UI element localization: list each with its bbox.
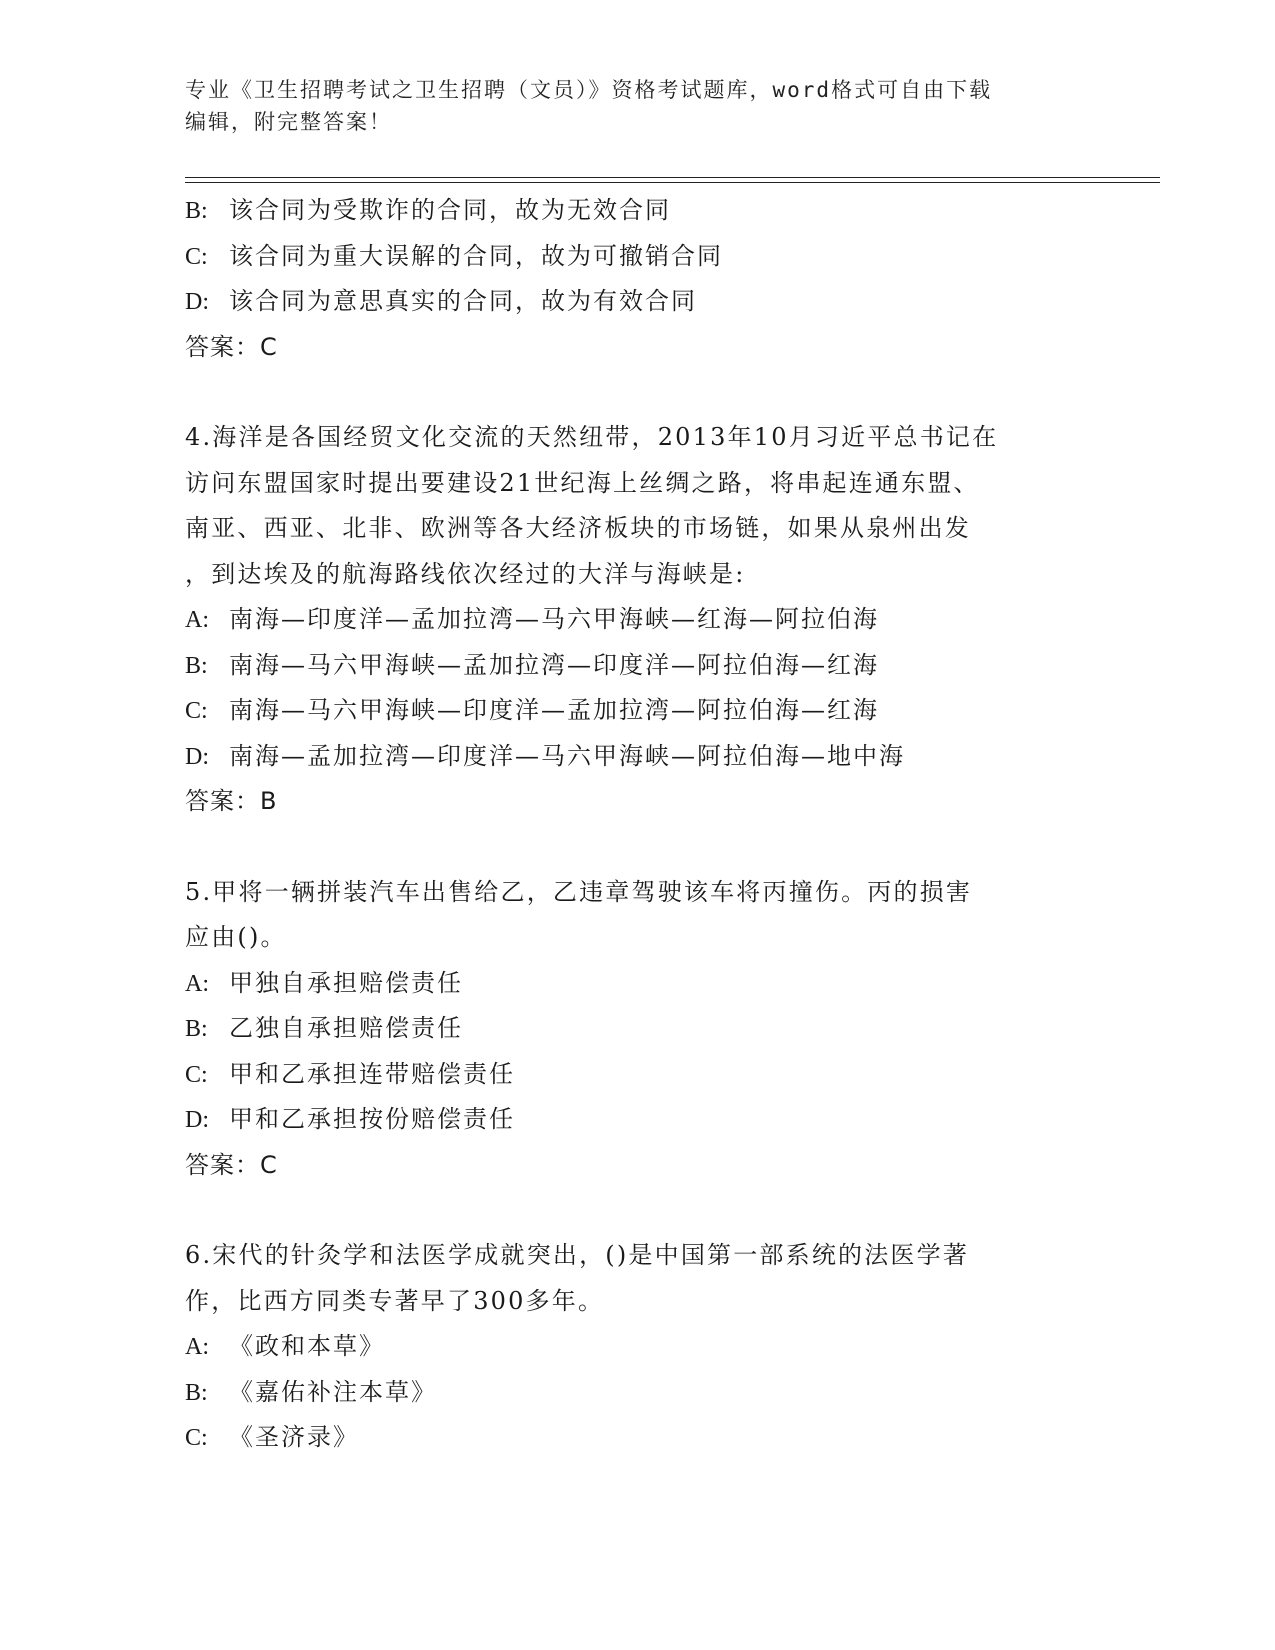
question-line: 作，比西方同类专著早了300多年。 (185, 1286, 605, 1315)
spacer (185, 370, 1185, 415)
question-content (185, 188, 1185, 1461)
question-5 (185, 870, 1185, 1189)
question-line: 应由()。 (185, 923, 287, 951)
header-line-2: 编辑，附完整答案！ (185, 110, 392, 134)
question-text (185, 1233, 1185, 1324)
option-b: B: 乙独自承担赔偿责任 (185, 1014, 463, 1042)
answer: 答案：C (185, 332, 278, 361)
option-b: B: 《嘉佑补注本草》 (185, 1377, 437, 1406)
question-line: 5.甲将一辆拼装汽车出售给乙，乙违章驾驶该车将丙撞伤。丙的损害 (185, 877, 973, 906)
option-c: C: 该合同为重大误解的合同，故为可撤销合同 (185, 241, 723, 270)
question-line: 访问东盟国家时提出要建设21世纪海上丝绸之路，将串起连通东盟、 (185, 468, 980, 497)
answer: 答案：C (185, 1150, 278, 1179)
option-a: A: 《政和本草》 (185, 1332, 385, 1360)
spacer (185, 825, 1185, 870)
option-c: C: 《圣济录》 (185, 1423, 359, 1451)
question-line: 南亚、西亚、北非、欧洲等各大经济板块的市场链，如果从泉州出发 (185, 514, 971, 542)
option-c: C: 南海—马六甲海峡—印度洋—孟加拉湾—阿拉伯海—红海 (185, 696, 879, 724)
answer: 答案：B (185, 787, 278, 815)
option-d: D: 南海—孟加拉湾—印度洋—马六甲海峡—阿拉伯海—地中海 (185, 741, 905, 770)
option-a: A: 甲独自承担赔偿责任 (185, 968, 463, 997)
header-rule-bottom (185, 182, 1160, 183)
option-a: A: 南海—印度洋—孟加拉湾—马六甲海峡—红海—阿拉伯海 (185, 605, 879, 633)
document-header (185, 74, 1085, 138)
question-4 (185, 415, 1185, 825)
question-3 (185, 188, 1185, 370)
option-b: B: 南海—马六甲海峡—孟加拉湾—印度洋—阿拉伯海—红海 (185, 650, 879, 679)
header-line-1: 专业《卫生招聘考试之卫生招聘（文员）》资格考试题库，word格式可自由下载 (185, 78, 993, 102)
option-c: C: 甲和乙承担连带赔偿责任 (185, 1059, 515, 1088)
question-line: 6.宋代的针灸学和法医学成就突出，()是中国第一部系统的法医学著 (185, 1241, 970, 1269)
option-d: D: 该合同为意思真实的合同，故为有效合同 (185, 287, 697, 315)
question-line: ，到达埃及的航海路线依次经过的大洋与海峡是: (185, 559, 746, 588)
spacer (185, 1188, 1185, 1233)
question-line: 4.海洋是各国经贸文化交流的天然纽带，2013年10月习近平总书记在 (185, 423, 999, 451)
option-b: B: 该合同为受欺诈的合同，故为无效合同 (185, 196, 671, 224)
header-rule-top (185, 177, 1160, 178)
option-d: D: 甲和乙承担按份赔偿责任 (185, 1105, 515, 1133)
question-text (185, 415, 1185, 597)
question-6 (185, 1233, 1185, 1461)
question-text (185, 870, 1185, 961)
